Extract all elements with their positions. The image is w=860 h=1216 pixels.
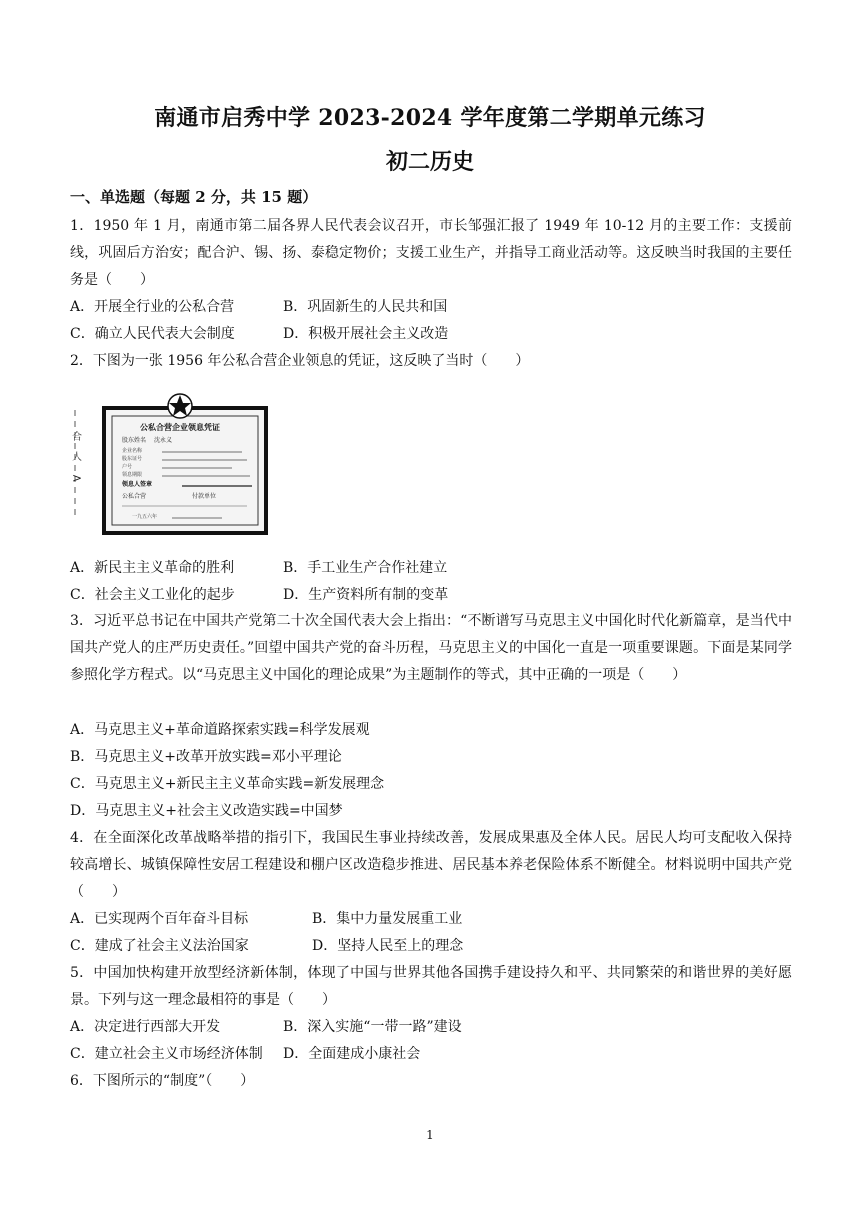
question-2-option-c: C．社会主义工业化的起步	[70, 587, 235, 603]
certificate-heading: 公私合营企业领息凭证	[140, 422, 220, 432]
question-4-option-b: B．集中力量发展重工业	[312, 911, 463, 927]
certificate-row: 领息人签章	[122, 481, 153, 488]
page-title: 南通市启秀中学 2023-2024 学年度第二学期单元练习	[154, 105, 706, 131]
certificate-row: 户号	[122, 464, 133, 470]
question-4-stem: 4．在全面深化改革战略举措的指引下，我国民生事业持续改善，发展成果惠及全体人民。居民人均可支配收入保持较高增长、城镇保障性安居工程建设和棚户区改造稳步推进、居民基本养老保险体系不断健全。材料说明中国共产党（ ）	[70, 830, 792, 900]
svg-text:合: 合	[72, 432, 82, 443]
question-3-option-c: C．马克思主义+新民主主义革命实践=新发展理念	[70, 776, 385, 792]
question-2-option-a: A．新民主主义革命的胜利	[70, 560, 235, 576]
certificate-row: 付款单位	[192, 493, 217, 500]
certificate-row: 公私合营	[122, 493, 147, 500]
question-3-stem: 3．习近平总书记在中国共产党第二十次全国代表大会上指出：“不断谱写马克思主义中国化时代化新篇章，是当代中国共产党人的庄严历史责任。”回望中国共产党的奋斗历程，马克思主义的中国化一直是一项重要课题。下面是某同学参照化学方程式。以“马克思主义中国化的理论成果”为主题制作的等式，其中正确的一项是（ ）	[70, 613, 792, 683]
question-5-stem: 5．中国加快构建开放型经济新体制，体现了中国与世界其他各国携手建设持久和平、共同繁荣的和谐世界的美好愿景。下列与这一理念最相符的事是（ ）	[70, 965, 792, 1008]
page-number: 1	[426, 1128, 434, 1142]
question-5-option-a: A．决定进行西部大开发	[70, 1019, 221, 1035]
section-heading: 一、单选题（每题 2 分，共 15 题）	[70, 188, 318, 206]
question-2-option-d: D．生产资料所有制的变革	[283, 587, 449, 603]
question-4-option-c: C．建成了社会主义法治国家	[70, 938, 249, 954]
question-3-option-d: D．马克思主义+社会主义改造实践=中国梦	[70, 803, 343, 819]
certificate-row: 企业名称	[122, 448, 143, 454]
question-1-option-a: A．开展全行业的公私合营	[70, 299, 235, 315]
certificate-name-value: 沈永义	[154, 437, 173, 444]
question-2-stem: 2．下图为一张 1956 年公私合营企业领息的凭证，这反映了当时（ ）	[70, 353, 530, 369]
question-4-option-d: D．坚持人民至上的理念	[312, 938, 464, 954]
svg-text:>: >	[72, 471, 83, 485]
certificate-row: 领息期限	[122, 472, 143, 478]
certificate-name-label: 股东姓名	[122, 437, 147, 444]
question-4-option-a: A．已实现两个百年奋斗目标	[70, 911, 249, 927]
question-3-option-a: A．马克思主义+革命道路探索实践=科学发展观	[70, 722, 370, 738]
svg-text:人: 人	[72, 452, 82, 463]
question-5-option-b: B．深入实施“一带一路”建设	[283, 1019, 462, 1035]
question-1-option-c: C．确立人民代表大会制度	[70, 326, 235, 342]
question-6-stem: 6．下图所示的“制度”（ ）	[70, 1073, 255, 1089]
question-5-option-c: C．建立社会主义市场经济体制	[70, 1046, 263, 1062]
question-3-option-b: B．马克思主义+改革开放实践=邓小平理论	[70, 749, 342, 765]
question-1-option-d: D．积极开展社会主义改造	[283, 326, 449, 342]
question-2-option-b: B．手工业生产合作社建立	[283, 560, 448, 576]
question-5-option-d: D．全面建成小康社会	[283, 1046, 421, 1062]
interest-certificate-photo	[72, 380, 272, 540]
question-1-option-b: B．巩固新生的人民共和国	[283, 299, 448, 315]
certificate-note: 一九五六年	[132, 514, 158, 520]
certificate-row: 股东证号	[122, 456, 143, 462]
question-1-stem: 1．1950 年 1 月，南通市第二届各界人民代表会议召开，市长邹强汇报了 1949 年 10-12 月的主要工作：支援前线，巩固后方治安；配合沪、锡、扬、泰稳定物价；支援工业生产，并指导工商业活动等。这反映当时我国的主要任务是（ ）	[70, 218, 792, 288]
certificate-image	[72, 380, 272, 540]
page-subtitle: 初二历史	[385, 149, 474, 175]
